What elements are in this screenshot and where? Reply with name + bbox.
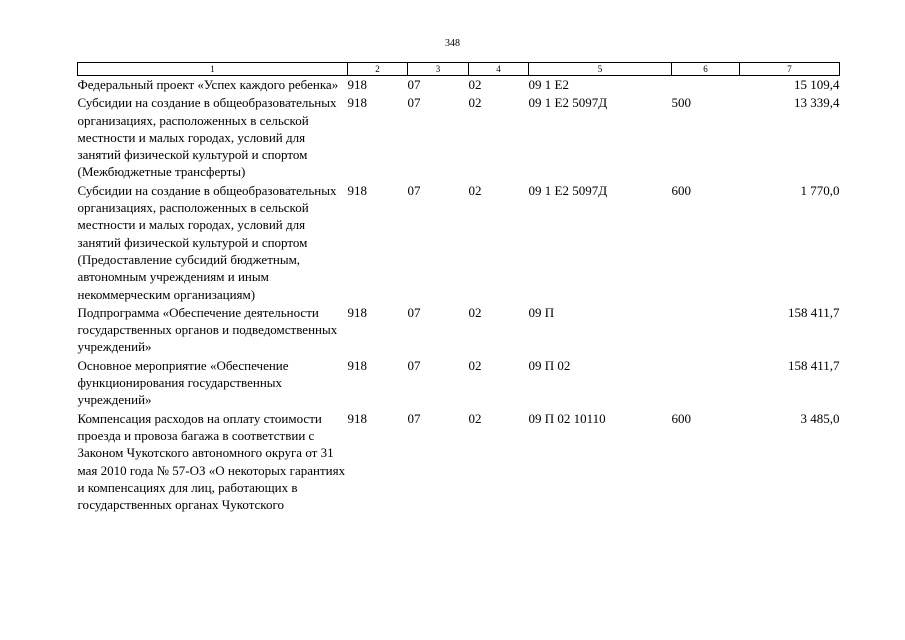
row-grbs: 918 [347, 95, 367, 111]
row-sum: 15 109,4 [794, 77, 840, 92]
row-section: 07 [407, 304, 421, 320]
row-expense-type: 600 [671, 182, 691, 198]
row-expense-type: 600 [671, 410, 691, 426]
table-row [78, 304, 840, 357]
row-target-article: 09 1 E2 5097Д [528, 182, 608, 198]
table-row [78, 357, 840, 410]
row-subsection: 02 [468, 77, 482, 92]
row-grbs: 918 [347, 304, 367, 320]
table-row [78, 182, 840, 304]
row-target-article: 09 П [528, 304, 555, 320]
row-name: Подпрограмма «Обеспечение деятельности государственных органов и подведомственных учреждений» [77, 304, 338, 355]
row-section: 07 [407, 410, 421, 426]
row-target-article: 09 1 E2 5097Д [528, 95, 608, 111]
header-col-6: 6 [672, 63, 740, 76]
row-name: Компенсация расходов на оплату стоимости проезда и провоза багажа в соответствии с Законом Чукотского автономного округа от 31 мая 2010 года № 57-ОЗ «О некоторых гарантиях и компенсациях для лиц, работающих в государственных органах Чукотского [77, 410, 346, 513]
header-col-2: 2 [348, 63, 408, 76]
row-expense-type [672, 76, 740, 95]
row-section: 07 [407, 357, 421, 373]
row-expense-type [672, 357, 740, 410]
header-col-3: 3 [408, 63, 469, 76]
row-sum: 3 485,0 [800, 410, 840, 426]
row-target-article: 09 П 02 [528, 357, 571, 373]
row-grbs: 918 [347, 410, 367, 426]
budget-table [77, 62, 840, 514]
table-row [78, 76, 840, 95]
header-col-7: 7 [740, 63, 840, 76]
row-target-article: 09 1 E2 [528, 77, 569, 92]
header-col-4: 4 [469, 63, 529, 76]
page-number: 348 [445, 38, 460, 49]
row-subsection: 02 [468, 304, 482, 320]
row-sum: 158 411,7 [787, 304, 840, 320]
row-grbs: 918 [347, 357, 367, 373]
row-section: 07 [407, 95, 421, 111]
table-header-row [78, 63, 840, 76]
row-name: Федеральный проект «Успех каждого ребенка» [77, 77, 339, 92]
table-row [78, 410, 840, 515]
row-grbs: 918 [347, 182, 367, 198]
header-col-1: 1 [78, 63, 348, 76]
row-sum: 158 411,7 [787, 357, 840, 373]
row-name: Субсидии на создание в общеобразовательных организациях, расположенных в сельской местности и малых городах, условий для занятий физической культурой и спортом (Межбюджетные трансферты) [77, 95, 337, 180]
table-row [78, 94, 840, 181]
row-subsection: 02 [468, 95, 482, 111]
row-expense-type [672, 304, 740, 357]
row-grbs: 918 [347, 77, 367, 92]
row-target-article: 09 П 02 10110 [528, 410, 606, 426]
row-subsection: 02 [468, 182, 482, 198]
row-section: 07 [407, 182, 421, 198]
row-name: Субсидии на создание в общеобразовательных организациях, расположенных в сельской местности и малых городах, условий для занятий физической культурой и спортом (Предоставление субсидий бюджетным, автономным учреждениям и иным некоммерческим организациям) [77, 182, 337, 302]
row-name: Основное мероприятие «Обеспечение функционирования государственных учреждений» [77, 357, 289, 408]
row-sum: 13 339,4 [794, 95, 840, 111]
row-sum: 1 770,0 [800, 182, 840, 198]
row-subsection: 02 [468, 357, 482, 373]
row-section: 07 [407, 77, 421, 92]
row-expense-type: 500 [671, 95, 691, 111]
row-subsection: 02 [468, 410, 482, 426]
header-col-5: 5 [529, 63, 672, 76]
